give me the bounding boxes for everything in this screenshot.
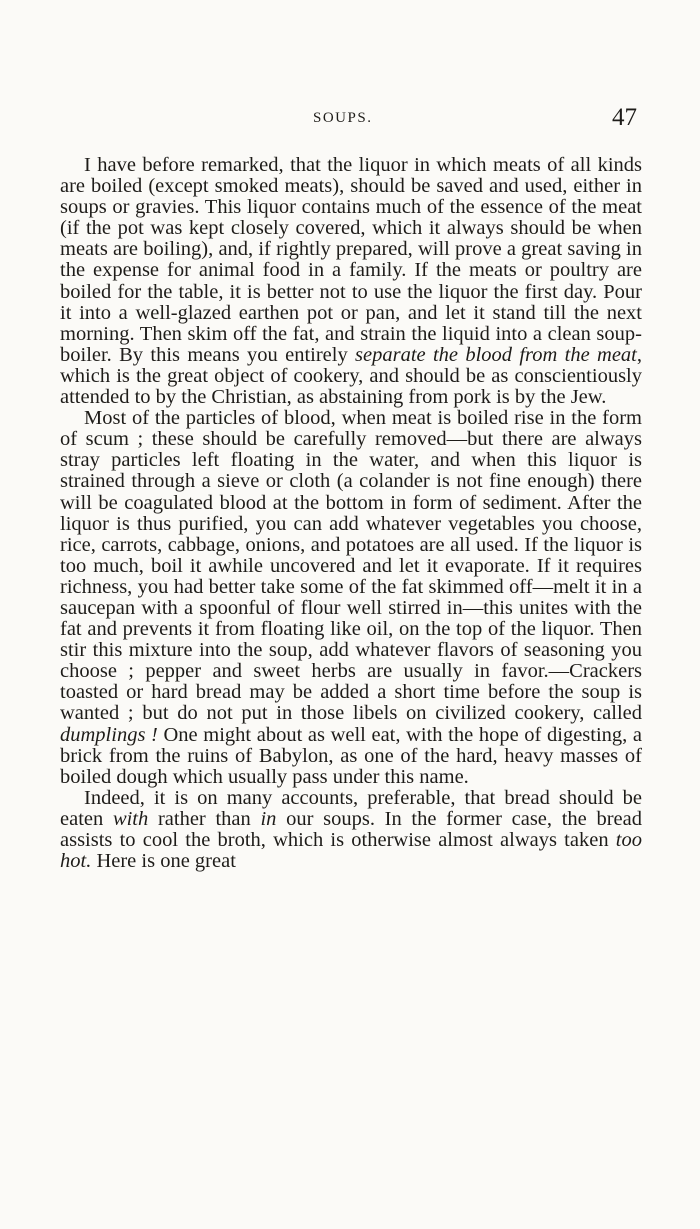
italic-text-run: separate the blood from the meat — [355, 343, 637, 366]
text-run: I have before remarked, that the liquor in which meats of all kinds are boiled (except smoked meats), should be saved and used, either in soups or gravies. This liquor contains much of the essence of the meat (if the pot was kept closely covered, which it always should be when meats are boiling), and, if rightly prepared, will prove a great saving in the expense for animal food in a family. If the meats or poultry are boiled for the table, it is better not to use the liquor the first day. Pour it into a well-glazed earthen pot or pan, and let it stand till the next morning. Then skim off the fat, and strain the liquid into a clean soup-boiler. By this means you entirely — [60, 154, 642, 366]
paragraph-1 — [60, 155, 642, 408]
text-run: , which is the great object of cookery, and should be as conscientiously attended to by the Christian, as abstaining from pork is by the Jew. — [60, 343, 642, 409]
text-run: our soups. In the former case, the bread assists to cool the broth, which is otherwise almost always taken — [60, 807, 642, 851]
italic-text-run: with — [112, 807, 149, 830]
page-number: 47 — [612, 104, 637, 131]
paragraph-2 — [60, 408, 642, 788]
body-text — [60, 155, 642, 872]
text-run: rather than — [148, 807, 261, 830]
text-run: Most of the particles of blood, when meat is boiled rise in the form of scum ; these should be carefully removed—but there are always stray particles left floating in the water, and when this liquor is strained through a sieve or cloth (a colander is not fine enough) there will be coagulated blood at the bottom in form of sediment. After the liquor is thus purified, you can add whatever vegetables you choose, rice, carrots, cabbage, onions, and potatoes are all used. If the liquor is too much, boil it awhile uncovered and let it evaporate. If it requires richness, you had better take some of the fat skimmed off—melt it in a saucepan with a spoonful of flour well stirred in—this unites with the fat and prevents it from floating like oil, on the top of the liquor. Then stir this mixture into the soup, add whatever flavors of seasoning you choose ; pepper and sweet herbs are usually in favor.—Crackers toasted or hard bread may be added a short time before the soup is wanted ; but do not put in those libels on civilized cookery, called — [60, 407, 642, 725]
text-run: Indeed, it is on many accounts, preferable, that bread should be eaten — [60, 786, 642, 830]
running-head — [0, 104, 700, 138]
italic-text-run: too hot. — [60, 829, 642, 873]
italic-text-run: in — [260, 807, 277, 830]
paragraph-3 — [60, 788, 642, 872]
text-run: Here is one great — [91, 850, 236, 873]
italic-text-run: dumplings ! — [60, 723, 158, 746]
text-run: One might about as well eat, with the hope of digesting, a brick from the ruins of Babylon, as one of the hard, heavy masses of boiled dough which usually pass under this name. — [60, 723, 643, 788]
running-head-title: SOUPS. — [313, 110, 373, 126]
